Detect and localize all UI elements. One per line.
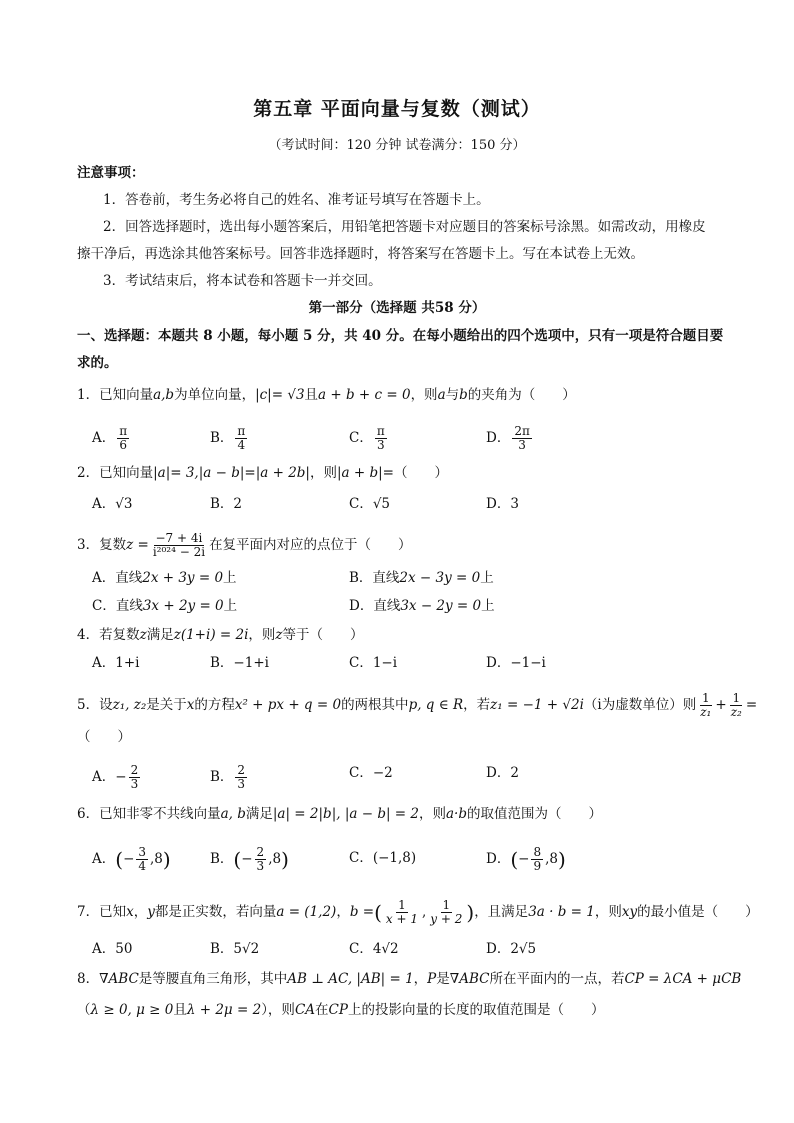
q4-option-b: B．−1+i [210, 655, 269, 671]
q3-option-c: C．直线3x + 2y = 0上 [92, 598, 238, 614]
complex-fraction: $\frac{-7 + 4i}{\text{i²⁰²⁴ − 2i}}$ [152, 531, 206, 559]
question-5-stem: 5．设z₁, z₂是关于x的方程x² + px + q = 0的两根其中p, q ∈ R，若z₁ = −1 + √2i（i为虚数单位）则 $\frac{1}{\text{z₁}}$ + $\frac{1}{\text{z₂}}$ = [77, 691, 758, 719]
q1-option-c: C． $\frac{\pi}{3}$ [349, 424, 385, 452]
q1-option-d: D． $\frac{2\pi}{3}$ [486, 424, 530, 452]
q7-option-c: C．4√2 [349, 941, 399, 957]
question-2-stem: 2．已知向量|a|= 3,|a − b|=|a + 2b|，则|a + b|=（ ） [77, 465, 448, 481]
page-subtitle: （考试时间：120 分钟 试卷满分：150 分） [268, 138, 526, 153]
q2-option-c: C．√5 [349, 496, 391, 512]
q1-option-a: A． $\frac{\pi}{6}$ [92, 424, 128, 452]
q5-option-a: A．− $\frac{2}{3}$ [92, 763, 139, 791]
question-5-paren: （ ） [77, 729, 131, 745]
q5-option-c: C．−2 [349, 765, 393, 781]
q3-option-a: A．直线2x + 3y = 0上 [92, 570, 237, 586]
q7-option-b: B．5√2 [210, 941, 260, 957]
q6-option-a: A．(− $\frac{3}{4}$ ,8) [92, 845, 171, 873]
notice-item-2b: 擦干净后，再选涂其他答案标号。回答非选择题时，将答案写在答题卡上。写在本试卷上无效。 [77, 246, 644, 262]
q3-option-d: D．直线3x − 2y = 0上 [349, 598, 495, 614]
question-6-stem: 6．已知非零不共线向量a, b满足|a| = 2|b|, |a − b| = 2，则a·b的取值范围为（ ） [77, 806, 602, 822]
page-title: 第五章 平面向量与复数（测试） [253, 98, 541, 120]
q5-option-b: B． $\frac{2}{3}$ [210, 763, 246, 791]
notice-heading: 注意事项： [77, 165, 145, 181]
question-3-stem: 3．复数z = $\frac{-7 + 4i}{\text{i²⁰²⁴ − 2i}}$ 在复平面内对应的点位于（ ） [77, 531, 412, 559]
q6-option-b: B．(− $\frac{2}{3}$ ,8) [210, 845, 289, 873]
q4-option-d: D．−1−i [486, 655, 546, 671]
notice-item-3: 3．考试结束后，将本试卷和答题卡一并交回。 [103, 273, 382, 289]
q6-option-d: D．(− $\frac{8}{9}$ ,8) [486, 845, 566, 873]
question-1-stem: 1．已知向量a,b为单位向量，|c|= √3且a + b + c = 0，则a与b的夹角为（ ） [77, 387, 576, 403]
question-8-stem-line1: 8．∇ABC是等腰直角三角形，其中AB ⊥ AC, |AB| = 1，P是∇ABC所在平面内的一点，若CP = λCA + μCB [77, 971, 742, 987]
section-heading-b: 求的。 [77, 355, 118, 371]
vector-ab: a,b [153, 387, 175, 403]
q6-option-c: C．(−1,8) [349, 850, 417, 866]
q4-option-a: A．1+i [92, 655, 140, 671]
q3-option-b: B．直线2x − 3y = 0上 [349, 570, 494, 586]
notice-item-2a: 2．回答选择题时，选出每小题答案后，用铅笔把答题卡对应题目的答案标号涂黑。如需改动，用橡皮 [103, 219, 706, 235]
q2-option-d: D．3 [486, 496, 519, 512]
q1-option-b: B． $\frac{\pi}{4}$ [210, 424, 246, 452]
q2-option-b: B．2 [210, 496, 243, 512]
question-8-stem-line2: （λ ≥ 0, μ ≥ 0且λ + 2μ = 2），则CA在CP上的投影向量的长度的取值范围是（ ） [77, 1002, 605, 1018]
part1-heading: 第一部分（选择题 共58 分） [308, 300, 486, 316]
question-7-stem: 7．已知x，y都是正实数，若向量a = (1,2)，b =( $\frac{1}{x + 1}$ , $\frac{1}{y + 2}$ )，且满足3a · b = 1，则xy的最小值是（ ） [77, 898, 759, 926]
q4-option-c: C．1−i [349, 655, 398, 671]
notice-item-1: 1．答卷前，考生务必将自己的姓名、准考证号填写在答题卡上。 [103, 192, 490, 208]
q2-option-a: A．√3 [92, 496, 133, 512]
section-heading-a: 一、选择题：本题共 8 小题，每小题 5 分，共 40 分。在每小题给出的四个选项中，只有一项是符合题目要 [77, 328, 724, 344]
question-4-stem: 4．若复数z满足z(1+i) = 2i，则z等于（ ） [77, 627, 364, 643]
q5-option-d: D．2 [486, 765, 519, 781]
q7-option-d: D．2√5 [486, 941, 537, 957]
q7-option-a: A．50 [92, 941, 133, 957]
